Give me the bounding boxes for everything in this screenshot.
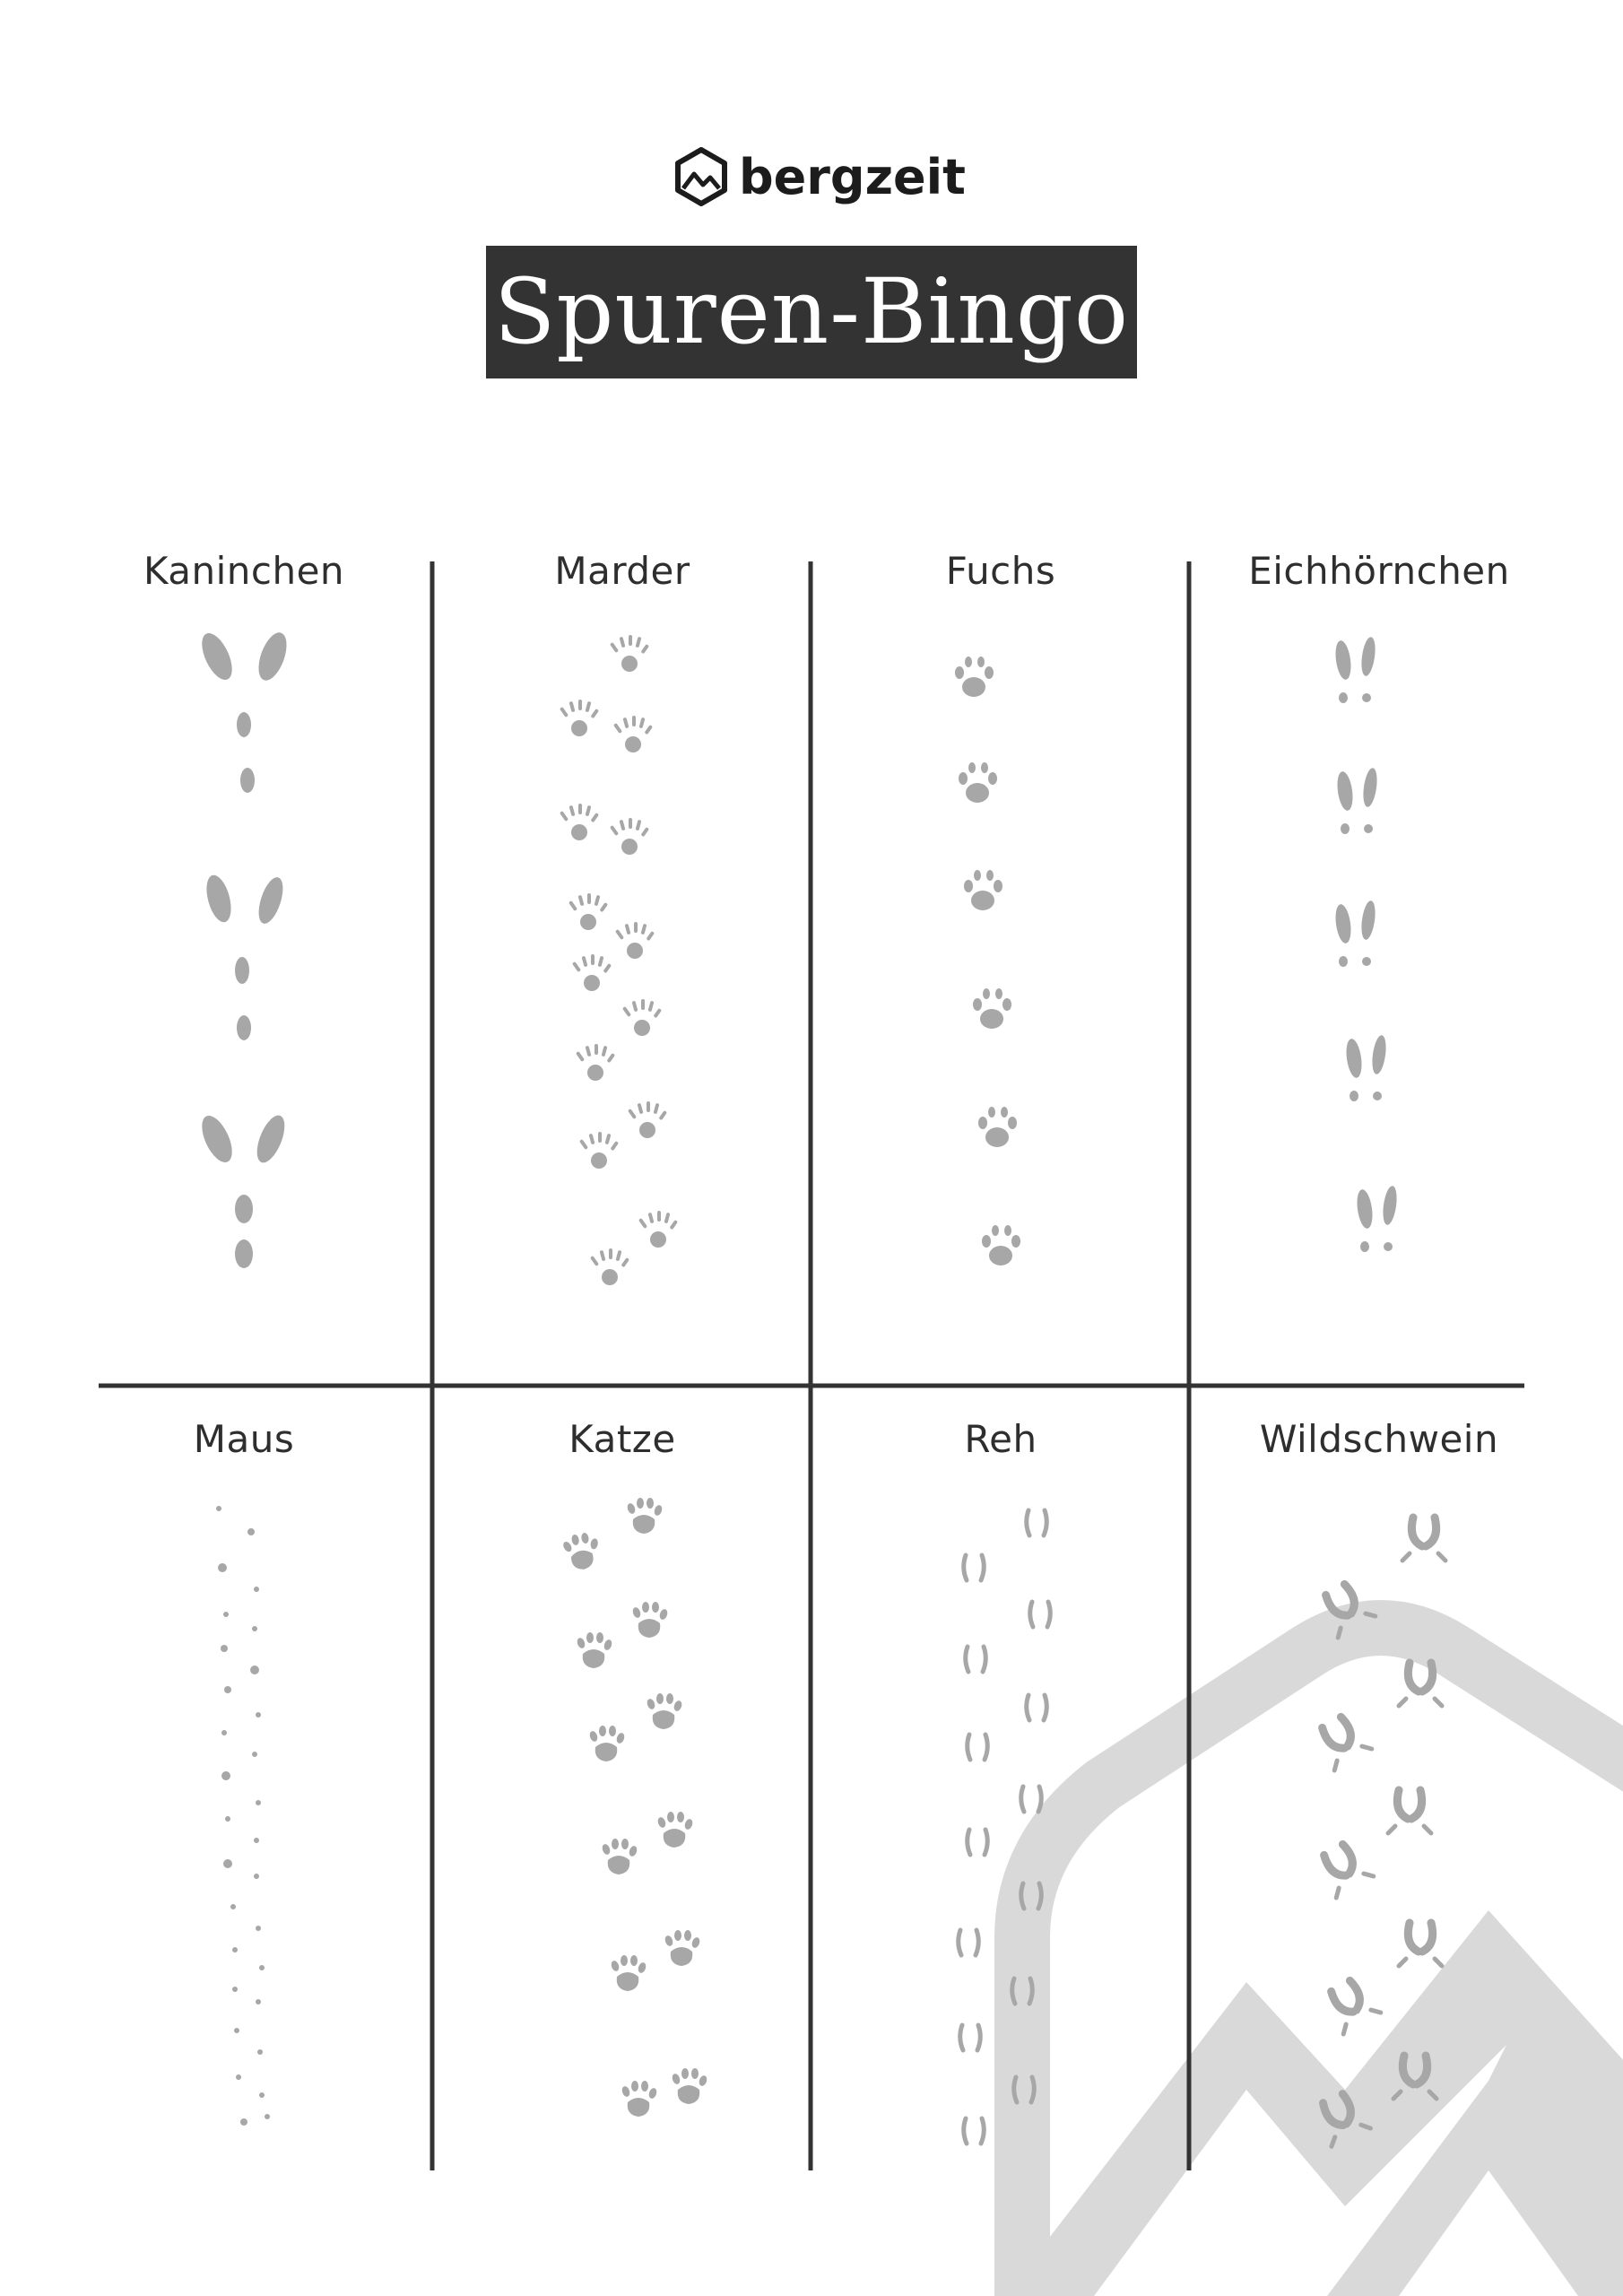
animal-label: Fuchs xyxy=(945,549,1056,593)
animal-label: Reh xyxy=(964,1417,1037,1461)
squirrel-tracks-icon xyxy=(1191,603,1567,1374)
brand-name: bergzeit xyxy=(739,148,966,205)
bingo-cell-kaninchen[interactable] xyxy=(56,549,432,1374)
bingo-cell-eichhoernchen[interactable] xyxy=(1191,549,1567,1374)
bingo-cell-maus[interactable] xyxy=(56,1417,432,2170)
deer-tracks-icon xyxy=(812,1471,1189,2188)
brand-logo[interactable] xyxy=(674,145,966,208)
fox-tracks-icon xyxy=(812,603,1189,1374)
mouse-tracks-icon xyxy=(56,1471,432,2188)
bingo-cell-fuchs[interactable] xyxy=(812,549,1189,1374)
page-title: Spuren-Bingo xyxy=(493,259,1130,364)
mountain-hexagon-icon xyxy=(674,147,728,206)
bingo-cell-marder[interactable] xyxy=(434,549,811,1374)
marten-tracks-icon xyxy=(434,603,811,1374)
rabbit-tracks-icon xyxy=(56,603,432,1374)
title-banner xyxy=(486,246,1137,378)
animal-label: Maus xyxy=(193,1417,295,1461)
animal-label: Kaninchen xyxy=(143,549,345,593)
bingo-cell-katze[interactable] xyxy=(434,1417,811,2170)
boar-tracks-icon xyxy=(1191,1471,1567,2188)
animal-label: Marder xyxy=(554,549,690,593)
bingo-cell-wildschwein[interactable] xyxy=(1191,1417,1567,2170)
cat-tracks-icon xyxy=(434,1471,811,2188)
animal-label: Wildschwein xyxy=(1259,1417,1499,1461)
animal-label: Katze xyxy=(568,1417,676,1461)
bingo-cell-reh[interactable] xyxy=(812,1417,1189,2170)
animal-label: Eichhörnchen xyxy=(1248,549,1510,593)
